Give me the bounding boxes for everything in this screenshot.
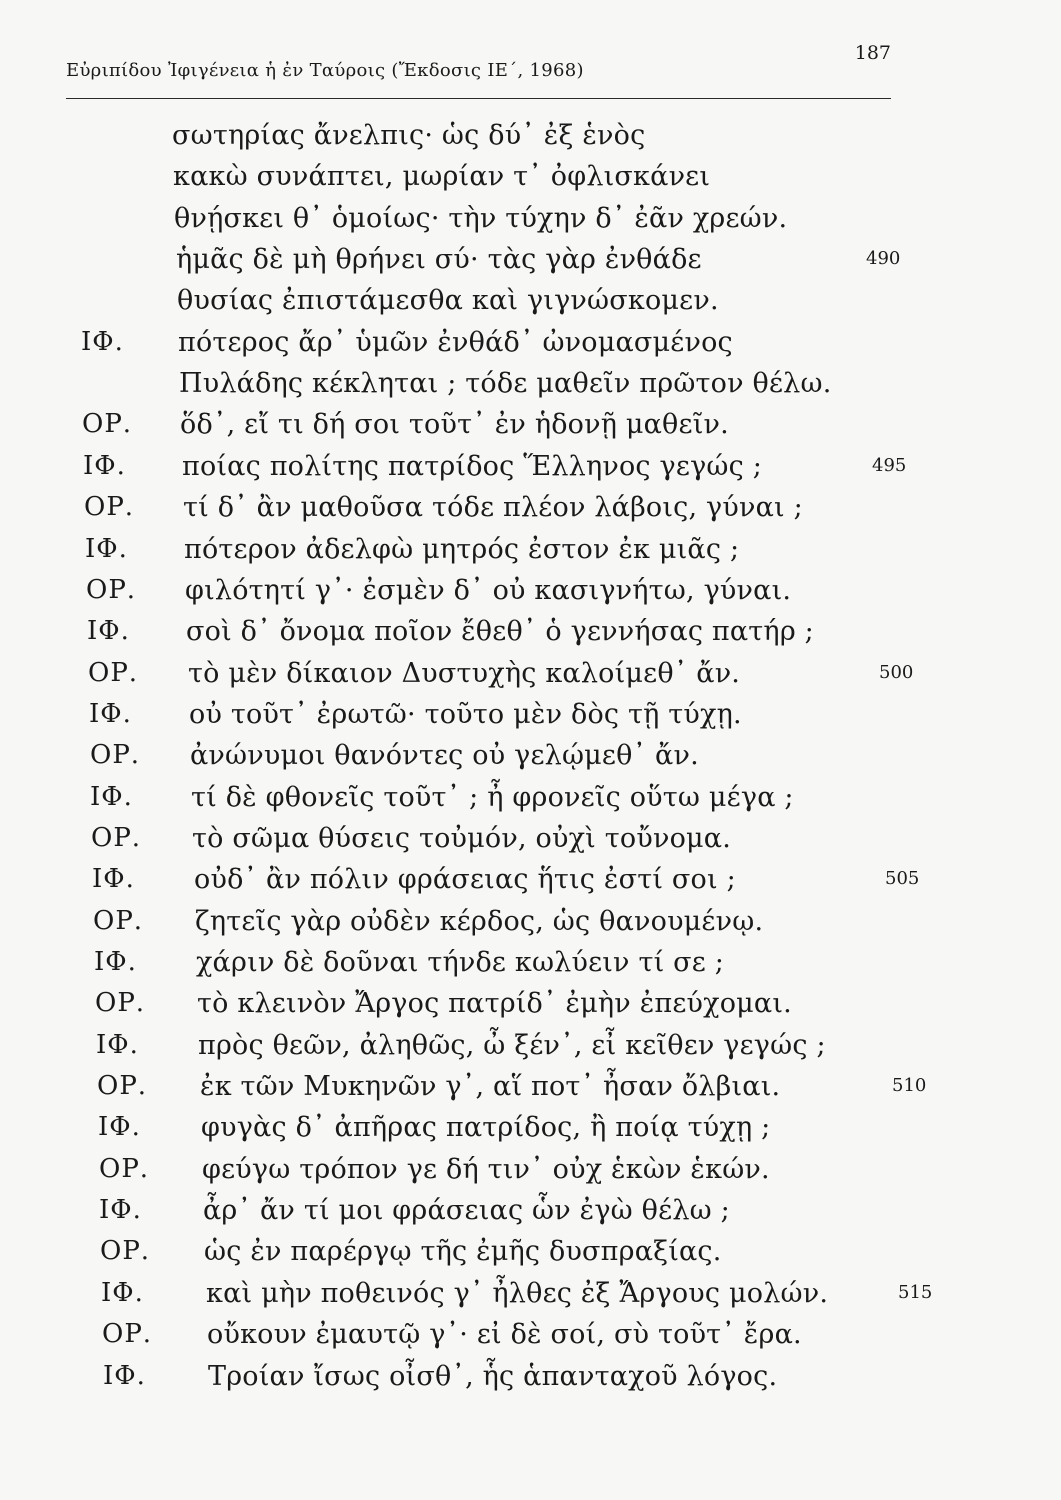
verse-line [0,120,1061,160]
verse-line [0,1154,1061,1194]
speaker-label: ΙΦ. [81,326,124,357]
verse-line [0,161,1061,201]
speaker-label: ΙΦ. [96,1029,139,1060]
verse-text: καὶ μὴν ποθεινός γ᾽ ἦλθες ἐξ Ἄργους μολών. [206,1277,829,1309]
verse-text: τὸ σῶμα θύσεις τοὐμόν, οὐχὶ τοὔνομα. [192,822,731,854]
verse-line [0,740,1061,780]
verse-line [0,658,1061,698]
verse-line [0,492,1061,532]
verse-line [0,906,1061,946]
speaker-label: ΙΦ. [90,781,133,812]
speaker-label: ΟΡ. [93,905,144,936]
verse-line [0,244,1061,284]
speaker-label: ΟΡ. [91,822,142,853]
verse-text: σωτηρίας ἄνελπις· ὡς δύ᾽ ἐξ ἑνὸς [172,120,646,151]
verse-line [0,327,1061,367]
verse-text: ὅδ᾽, εἴ τι δή σοι τοῦτ᾽ ἐν ἡδονῇ μαθεῖν. [180,409,729,441]
line-number: 495 [872,454,907,476]
verse-text: ζητεῖς γὰρ οὐδὲν κέρδος, ὡς θανουμένῳ. [195,905,764,937]
verse-text: πρὸς θεῶν, ἀληθῶς, ὦ ξέν᾽, εἶ κεῖθεν γεγώς ; [198,1029,826,1061]
speaker-label: ΙΦ. [94,947,137,977]
speaker-label: ΟΡ. [97,1071,148,1102]
verse-line [0,1278,1061,1318]
line-number: 515 [898,1281,933,1303]
speaker-label: ΙΦ. [103,1360,146,1391]
speaker-label: ΟΡ. [88,657,139,688]
verse-text: ἆρ᾽ ἄν τί μοι φράσειας ὧν ἐγὼ θέλω ; [203,1195,730,1227]
verse-line [0,1361,1061,1401]
speaker-label: ΟΡ. [86,574,137,605]
verse-line [0,823,1061,863]
speaker-label: ΙΦ. [89,698,132,729]
verse-text: ὡς ἐν παρέργῳ τῆς ἐμῆς δυσπραξίας. [204,1236,722,1268]
speaker-label: ΟΡ. [95,988,146,1019]
verse-text: πότερον ἀδελφὼ μητρός ἐστον ἐκ μιᾶς ; [184,533,740,565]
speaker-label: ΟΡ. [90,740,141,771]
verse-text: οὐ τοῦτ᾽ ἐρωτῶ· τοῦτο μὲν δὸς τῇ τύχῃ. [189,698,742,730]
verse-text: τὸ μὲν δίκαιον Δυστυχὴς καλοίμεθ᾽ ἄν. [188,657,741,689]
verse-line [0,1071,1061,1111]
verse-text: τὸ κλεινὸν Ἄργος πατρίδ᾽ ἐμὴν ἐπεύχομαι. [197,988,792,1020]
page-number: 187 [854,42,891,64]
verse-text: τί δὲ φθονεῖς τοῦτ᾽ ; ἦ φρονεῖς οὕτω μέγα ; [191,781,794,813]
verse-line [0,368,1061,408]
line-number: 490 [866,248,901,270]
speaker-label: ΙΦ. [101,1277,144,1308]
verse-line [0,1112,1061,1152]
speaker-label: ΟΡ. [102,1319,153,1350]
verse-line [0,1195,1061,1235]
verse-text: Πυλάδης κέκληται ; τόδε μαθεῖν πρῶτον θέλω. [179,368,832,400]
verse-line [0,864,1061,904]
speaker-label: ΟΡ. [84,492,135,523]
speaker-label: ΟΡ. [82,409,133,440]
speaker-label: ΙΦ. [83,450,126,481]
verse-text: θνῄσκει θ᾽ ὁμοίως· τὴν τύχην δ᾽ ἐᾶν χρεών. [174,202,788,234]
line-number: 500 [879,661,914,683]
verse-line [0,409,1061,449]
speaker-label: ΟΡ. [100,1236,151,1267]
verse-text: χάριν δὲ δοῦναι τήνδε κωλύειν τί σε ; [196,947,725,978]
verse-line [0,1319,1061,1359]
header-title: Εὐριπίδου Ἰφιγένεια ἡ ἐν Ταύροις (Ἔκδοσις ΙΕ΄, 1968) [66,60,584,81]
verse-text: οὔκουν ἐμαυτῷ γ᾽· εἰ δὲ σοί, σὺ τοῦτ᾽ ἔρα. [207,1319,802,1351]
verse-text: σοὶ δ᾽ ὄνομα ποῖον ἔθεθ᾽ ὁ γεννήσας πατήρ ; [186,616,814,648]
verse-text: πότερος ἄρ᾽ ὑμῶν ἐνθάδ᾽ ὠνομασμένος [178,326,733,358]
verse-text: φιλότητί γ᾽· ἐσμὲν δ᾽ οὐ κασιγνήτω, γύναι. [185,574,792,606]
verse-text: φεύγω τρόπον γε δή τιν᾽ οὐχ ἑκὼν ἑκών. [202,1153,770,1185]
speaker-label: ΙΦ. [98,1112,141,1143]
verse-text: ἀνώνυμοι θανόντες οὐ γελῴμεθ᾽ ἄν. [190,740,699,772]
verse-text: φυγὰς δ᾽ ἀπῆρας πατρίδος, ἢ ποίᾳ τύχῃ ; [201,1112,771,1144]
line-number: 505 [885,868,920,890]
verse-line [0,947,1061,987]
speaker-label: ΙΦ. [99,1195,142,1226]
verse-line [0,699,1061,739]
verse-text: Τροίαν ἴσως οἶσθ᾽, ἧς ἁπανταχοῦ λόγος. [208,1360,778,1392]
verse-text: ποίας πολίτης πατρίδος Ἕλληνος γεγώς ; [182,450,763,482]
verse-line [0,782,1061,822]
verse-line [0,534,1061,574]
verse-line [0,988,1061,1028]
verse-line [0,616,1061,656]
speaker-label: ΙΦ. [87,616,130,647]
speaker-label: ΟΡ. [99,1153,150,1184]
verse-text: κακὼ συνάπτει, μωρίαν τ᾽ ὀφλισκάνει [173,161,711,193]
speaker-label: ΙΦ. [92,864,135,895]
verse-text: ἐκ τῶν Μυκηνῶν γ᾽, αἵ ποτ᾽ ἦσαν ὄλβιαι. [200,1071,781,1103]
verse-line [0,451,1061,491]
verse-line [0,203,1061,243]
verse-line [0,285,1061,325]
verse-line [0,1030,1061,1070]
verse-line [0,575,1061,615]
speaker-label: ΙΦ. [85,533,128,564]
verse-line [0,1236,1061,1276]
verse-text: ἡμᾶς δὲ μὴ θρήνει σύ· τὰς γὰρ ἐνθάδε [176,244,702,276]
verse-text: οὐδ᾽ ἂν πόλιν φράσειας ἥτις ἐστί σοι ; [194,864,736,896]
line-number: 510 [892,1075,927,1097]
running-header [66,40,891,99]
verse-text: θυσίας ἐπιστάμεσθα καὶ γιγνώσκομεν. [177,285,719,317]
verse-text: τί δ᾽ ἂν μαθοῦσα τόδε πλέον λάβοις, γύναι ; [183,492,803,524]
